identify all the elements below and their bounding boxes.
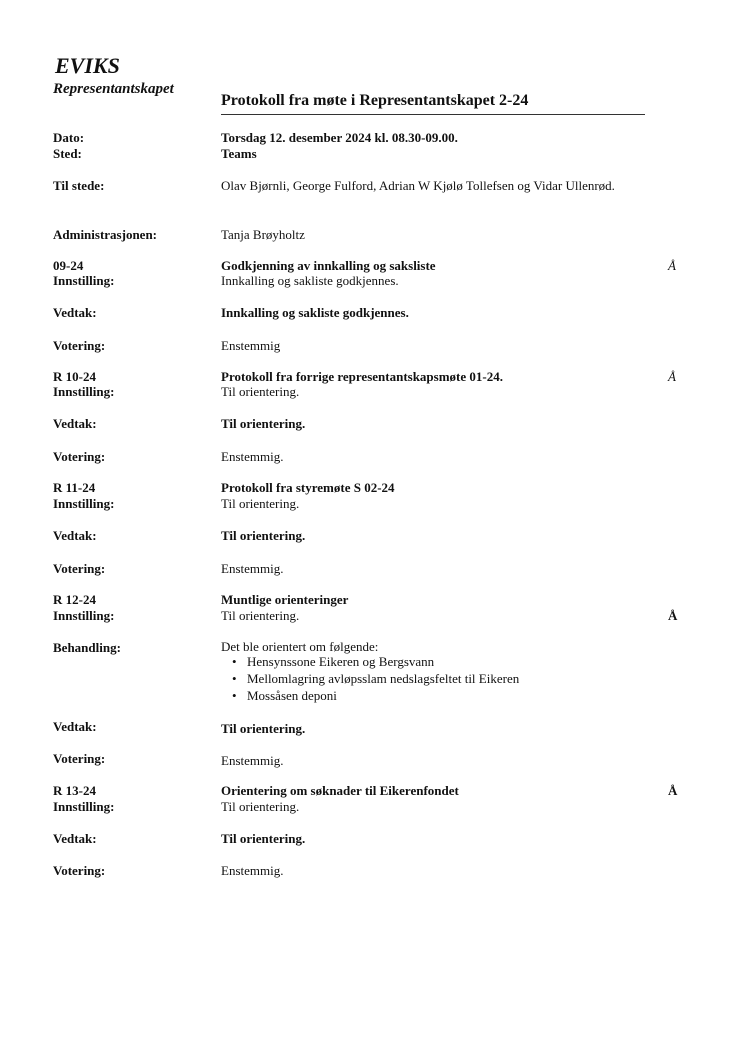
attendees-value: Olav Bjørnli, George Fulford, Adrian W Kjølø Tollefsen og Vidar Ullenrød. [221, 178, 615, 193]
innstilling-label: Innstilling: [53, 608, 115, 623]
place-value: Teams [221, 146, 257, 161]
votering-value: Enstemmig. [221, 449, 284, 464]
vedtak-label: Vedtak: [53, 831, 97, 846]
date-label: Dato: [53, 130, 85, 145]
vedtak-value: Til orientering. [221, 721, 306, 736]
case-id: R 11-24 [53, 480, 96, 495]
innstilling-value: Til orientering. [221, 608, 300, 623]
administration-value: Tanja Brøyholtz [221, 227, 305, 242]
behandling-list [221, 653, 519, 704]
vedtak-value: Til orientering. [221, 416, 306, 431]
innstilling-value: Til orientering. [221, 799, 300, 814]
case-id: 09-24 [53, 258, 84, 273]
vedtak-value: Til orientering. [221, 528, 306, 543]
list-item: • Mossåsen deponi [247, 687, 519, 704]
votering-label: Votering: [53, 449, 106, 464]
votering-label: Votering: [53, 751, 106, 766]
behandling-intro: Det ble orientert om følgende: [221, 639, 379, 654]
case-mark: Å [668, 783, 678, 798]
case-title: Protokoll fra styremøte S 02-24 [221, 480, 395, 495]
innstilling-label: Innstilling: [53, 384, 115, 399]
vedtak-label: Vedtak: [53, 305, 97, 320]
administration-label: Administrasjonen: [53, 227, 158, 242]
case-id: R 13-24 [53, 783, 96, 798]
votering-label: Votering: [53, 561, 106, 576]
case-mark: Å [668, 369, 676, 384]
title-rule [221, 114, 645, 115]
case-mark: Å [668, 258, 676, 273]
votering-label: Votering: [53, 863, 106, 878]
case-title: Protokoll fra forrige representantskapsmøte 01-24. [221, 369, 503, 384]
vedtak-label: Vedtak: [53, 416, 97, 431]
vedtak-value: Innkalling og sakliste godkjennes. [221, 305, 409, 320]
innstilling-value: Til orientering. [221, 384, 300, 399]
case-title: Orientering om søknader til Eikerenfondet [221, 783, 459, 798]
vedtak-label: Vedtak: [53, 528, 97, 543]
organization-subtitle: Representantskapet [53, 81, 174, 97]
list-item: • Hensynssone Eikeren og Bergsvann [247, 653, 519, 670]
vedtak-label: Vedtak: [53, 719, 97, 734]
innstilling-label: Innstilling: [53, 799, 115, 814]
vedtak-value: Til orientering. [221, 831, 306, 846]
list-item: • Mellomlagring avløpsslam nedslagsfeltet til Eikeren [247, 670, 519, 687]
behandling-label: Behandling: [53, 640, 121, 655]
case-mark: Å [668, 608, 678, 623]
organization-name: EVIKS [55, 53, 120, 78]
votering-label: Votering: [53, 338, 106, 353]
case-id: R 12-24 [53, 592, 96, 607]
case-id: R 10-24 [53, 369, 96, 384]
case-title: Godkjenning av innkalling og saksliste [221, 258, 436, 273]
votering-value: Enstemmig [221, 338, 281, 353]
case-title: Muntlige orienteringer [221, 592, 349, 607]
innstilling-value: Innkalling og sakliste godkjennes. [221, 273, 399, 288]
document-title: Protokoll fra møte i Representantskapet 2-24 [221, 92, 529, 109]
innstilling-label: Innstilling: [53, 273, 115, 288]
votering-value: Enstemmig. [221, 561, 284, 576]
innstilling-value: Til orientering. [221, 496, 300, 511]
place-label: Sted: [53, 146, 82, 161]
attendees-label: Til stede: [53, 178, 105, 193]
innstilling-label: Innstilling: [53, 496, 115, 511]
votering-value: Enstemmig. [221, 753, 284, 768]
votering-value: Enstemmig. [221, 863, 284, 878]
date-value: Torsdag 12. desember 2024 kl. 08.30-09.00. [221, 130, 458, 145]
